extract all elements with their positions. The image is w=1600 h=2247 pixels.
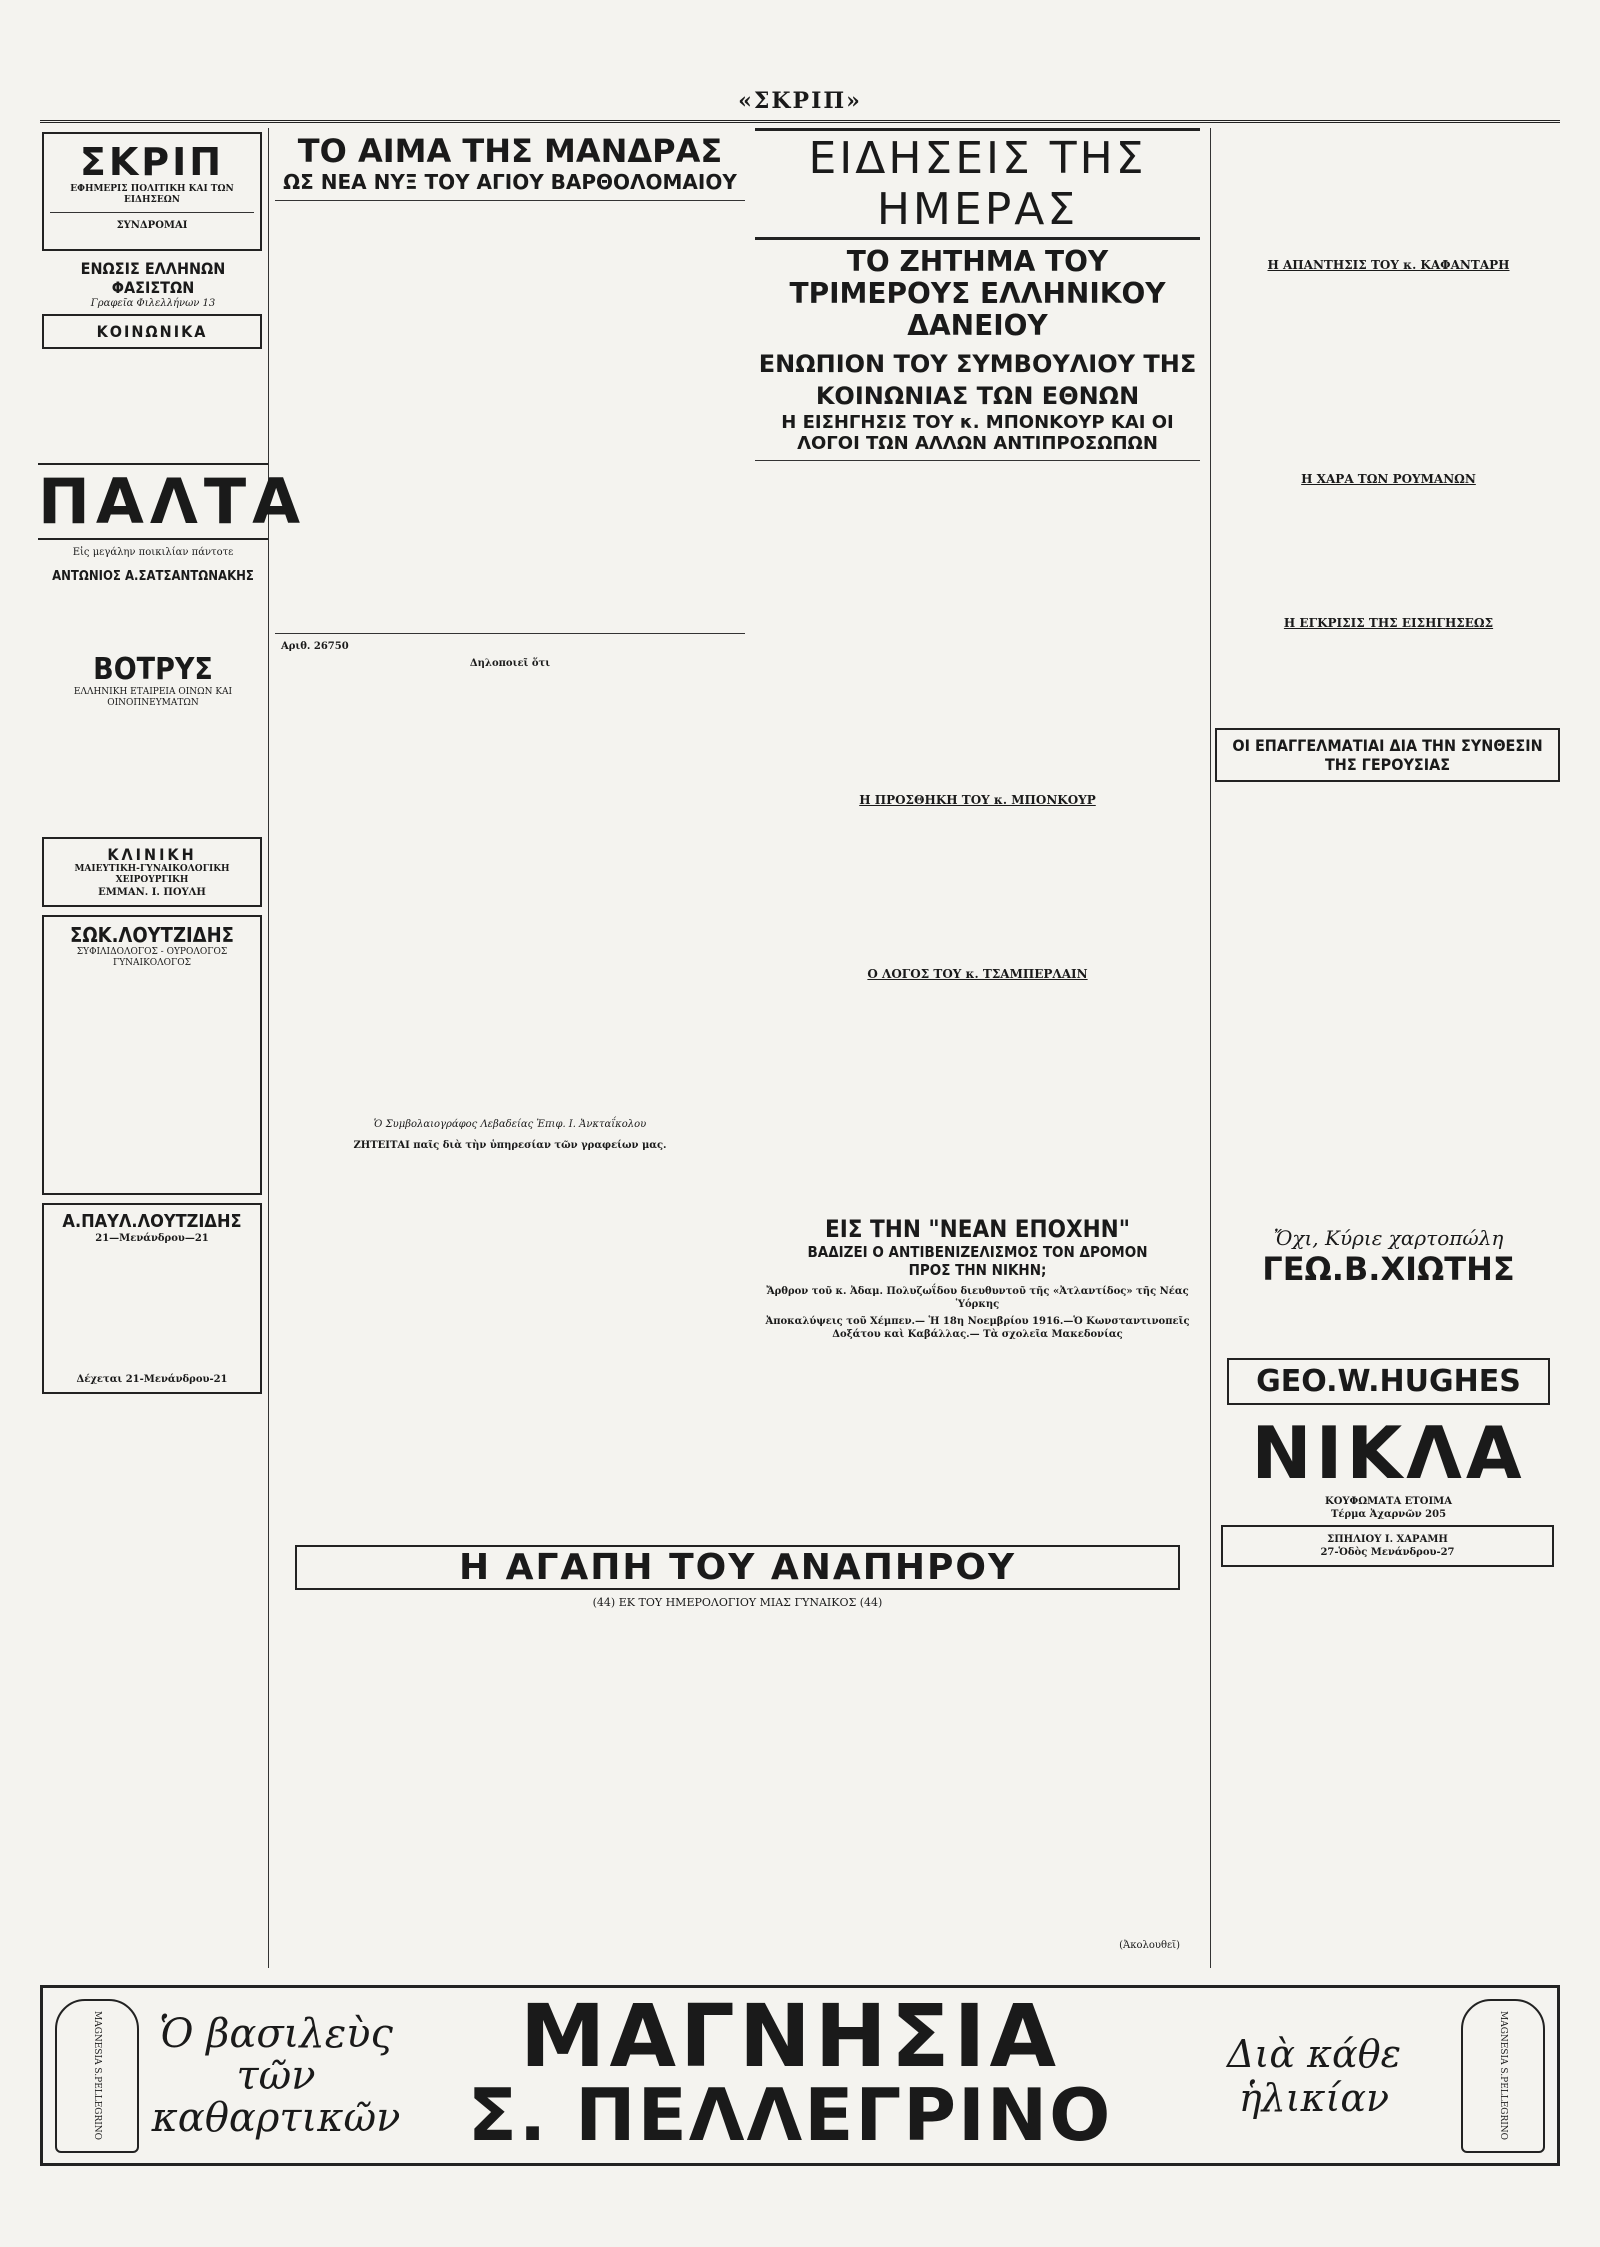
magnesia-word: ΜΑΓΝΗΣΙΑ	[519, 1986, 1061, 2087]
serial-text	[281, 1615, 1194, 1935]
professionals-headline: ΟΙ ΕΠΑΓΓΕΛΜΑΤΙΑΙ ΔΙΑ ΤΗΝ ΣΥΝΘΕΣΙΝ ΤΗΣ ΓΕΡΟΥΣΙΑΣ	[1215, 728, 1560, 782]
clinic-title: ΚΛΙΝΙΚΗ	[107, 845, 197, 864]
bottle-right-icon: MAGNESIA S.PELLEGRINO	[1461, 1999, 1545, 2153]
enosis-address: Γραφεῖα Φιλελλήνων 13	[90, 298, 216, 309]
subscriptions-heading: ΣΥΝΔΡΟΜΑΙ	[116, 220, 188, 231]
nikla-logo: ΝΙΚΛΑ	[1251, 1411, 1526, 1495]
news-column	[755, 128, 1200, 1208]
epochi-title: ΕΙΣ ΤΗΝ "ΝΕΑΝ ΕΠΟΧΗΝ"	[824, 1215, 1130, 1243]
news-banner: ΕΙΔΗΣΕΙΣ ΤΗΣ ΗΜΕΡΑΣ	[755, 128, 1200, 240]
harami-address: 27-Ὁδὸς Μενάνδρου-27	[1320, 1547, 1455, 1558]
mandra-subheadline: ΩΣ ΝΕΑ ΝΥΞ ΤΟΥ ΑΓΙΟΥ ΒΑΡΘΟΛΟΜΑΙΟΥ	[283, 170, 737, 194]
serial-title: Η ΑΓΑΠΗ ΤΟΥ ΑΝΑΠΗΡΟΥ	[295, 1545, 1180, 1590]
approval-subhead: Η ΕΓΚΡΙΣΙΣ ΤΗΣ ΕΙΣΗΓΗΣΕΩΣ	[1283, 616, 1494, 630]
palta-sub: Εἰς μεγάλην ποικιλίαν πάντοτε	[72, 547, 234, 558]
payla-time: Δέχεται 21-Μενάνδρου-21	[76, 1374, 228, 1385]
epochi-subtitle: ΒΑΔΙΖΕΙ Ο ΑΝΤΙΒΕΝΙΖΕΛΙΣΜΟΣ ΤΟΝ ΔΡΟΜΟΝ	[807, 1243, 1148, 1261]
sok-title: ΣΩΚ.ΛΟΥΤΖΙΔΗΣ	[70, 923, 234, 947]
magnesia-brand	[401, 1986, 1179, 2157]
payla-title: Α.ΠΑΥΛ.ΛΟΥΤΖΙΔΗΣ	[62, 1211, 242, 1232]
serial-subtitle: (44) ΕΚ ΤΟΥ ΗΜΕΡΟΛΟΓΙΟΥ ΜΙΑΣ ΓΥΝΑΙΚΟΣ (44)	[592, 1596, 883, 1609]
doctor-name: ΑΝΤΩΝΙΟΣ Α.ΣΑΤΣΑΝΤΩΝΑΚΗΣ	[52, 569, 254, 584]
kafantaris-subhead: Η ΑΠΑΝΤΗΣΙΣ ΤΟΥ κ. ΚΑΦΑΝΤΑΡΗ	[1267, 258, 1510, 272]
mandra-article	[281, 207, 739, 627]
page-header	[40, 88, 1560, 123]
nikla-sub: ΚΟΥΦΩΜΑΤΑ ΕΤΟΙΜΑ	[1325, 1496, 1452, 1507]
news-article	[761, 467, 1194, 787]
brand-title: ΣΚΡΙΠ	[79, 140, 225, 184]
speeches-headline: Η ΕΙΣΗΓΗΣΙΣ ΤΟΥ κ. ΜΠΟΝΚΟΥΡ ΚΑΙ ΟΙ ΛΟΓΟΙ ΤΩΝ ΑΛΛΩΝ ΑΝΤΙΠΡΟΣΩΠΩΝ	[781, 412, 1174, 454]
palta-ad: ΠΑΛΤΑ	[38, 465, 307, 538]
paper-ad	[1217, 1226, 1560, 1567]
enosis-title: ΕΝΩΣΙΣ ΕΛΛΗΝΩΝ ΦΑΣΙΣΤΩΝ	[80, 259, 226, 297]
masthead-title: «ΣΚΡΙΠ»	[738, 88, 862, 114]
harami-name: ΣΠΗΛΙΟΥ Ι. ΧΑΡΑΜΗ	[1327, 1534, 1448, 1545]
koinonika-text	[44, 357, 262, 457]
loan-headline: ΤΟ ΖΗΤΗΜΑ ΤΟΥ ΤΡΙΜΕΡΟΥΣ ΕΛΛΗΝΙΚΟΥ ΔΑΝΕΙΟΥ	[789, 245, 1166, 342]
magnesia-ad	[40, 1985, 1560, 2166]
brand-box	[42, 132, 262, 251]
sok-ad	[42, 915, 262, 1195]
xiotis-name: ΓΕΩ.Β.ΧΙΩΤΗΣ	[1262, 1250, 1515, 1288]
harami-ad	[1221, 1525, 1554, 1567]
notary-signature: Ὁ Συμβολαιογράφος Λεβαδείας Ἐπιφ. Ι. Ἀνκταΐκολου	[373, 1119, 647, 1130]
clinic-ad	[42, 837, 262, 907]
romanians-subhead: Η ΧΑΡΑ ΤΩΝ ΡΟΥΜΑΝΩΝ	[1301, 472, 1476, 486]
serial-continued: (Ἀκολουθεῖ)	[1119, 1940, 1180, 1951]
bottle-left-icon: MAGNESIA S.PELLEGRINO	[55, 1999, 139, 2153]
notary-heading: Δηλοποιεῖ ὅτι	[469, 658, 551, 669]
paper-ad-tagline: Ὄχι, Κύριε χαρτοπώλη	[1273, 1226, 1504, 1250]
notary-text	[281, 674, 739, 1114]
hughes-logo: GEO.W.HUGHES	[1227, 1358, 1550, 1405]
epochi-author: Ἄρθρον τοῦ κ. Ἀδαμ. Πολυζωΐδου διευθυντοῦ τῆς «Ἀτλαντίδος» τῆς Νέας Ὑόρκης	[766, 1286, 1189, 1310]
left-column	[38, 128, 307, 1968]
magnesia-right-slogan: Διὰ κάθε ἡλικίαν	[1227, 2031, 1401, 2120]
wanted-ad: ΖΗΤΕΙΤΑΙ παῖς διὰ τὴν ὑπηρεσίαν τῶν γραφείων μας.	[353, 1140, 667, 1151]
sok-sub: ΣΥΦΙΛΙΔΟΛΟΓΟΣ - ΟΥΡΟΛΟΓΟΣ ΓΥΝΑΙΚΟΛΟΓΟΣ	[76, 947, 228, 968]
payla-ad	[42, 1203, 262, 1394]
bonkour-subhead: Η ΠΡΟΣΘΗΚΗ ΤΟΥ κ. ΜΠΟΝΚΟΥΡ	[859, 793, 1096, 807]
botrys-title: ΒΟΤΡΥΣ	[93, 652, 213, 687]
nea-epochi-box	[755, 1215, 1200, 1341]
mandra-column	[275, 128, 745, 1208]
epochi-revelations: Ἀποκαλύψεις τοῦ Χέμπεν.— Ἡ 18η Νοεμβρίου 1916.—Ὁ Κωνσταντινοπεῖς Δοξάτου καὶ Καβάλλας.— Τὰ σχολεῖα Μακεδονίας	[765, 1316, 1190, 1340]
clinic-doctor: ΕΜΜΑΝ. Ι. ΠΟΥΛΗ	[98, 887, 206, 898]
clinic-sub: ΜΑΙΕΥΤΙΚΗ-ΓΥΝΑΙΚΟΛΟΓΙΚΗ ΧΕΙΡΟΥΡΓΙΚΗ	[74, 864, 230, 885]
enosis-ad	[38, 259, 268, 310]
nikla-address: Τέρμα Ἀχαρνῶν 205	[1330, 1509, 1447, 1520]
payla-address: 21—Μενάνδρου—21	[95, 1233, 209, 1244]
botrys-sub: ΕΛΛΗΝΙΚΗ ΕΤΑΙΡΕΙΑ ΟΙΝΩΝ ΚΑΙ ΟΙΝΟΠΝΕΥΜΑΤΩΝ	[73, 687, 233, 708]
koinonika-heading: ΚΟΙΝΩΝΙΚΑ	[42, 314, 262, 349]
league-headline: ΕΝΩΠΙΟΝ ΤΟΥ ΣΥΜΒΟΥΛΙΟΥ ΤΗΣ ΚΟΙΝΩΝΙΑΣ ΤΩΝ ΕΘΝΩΝ	[758, 350, 1197, 410]
mandra-headline: ΤΟ ΑΙΜΑ ΤΗΣ ΜΑΝΔΡΑΣ	[297, 132, 723, 170]
brand-subtitle: ΕΦΗΜΕΡΙΣ ΠΟΛΙΤΙΚΗ ΚΑΙ ΤΩΝ ΕΙΔΗΣΕΩΝ	[70, 184, 234, 205]
chamberlain-subhead: Ο ΛΟΓΟΣ ΤΟΥ κ. ΤΣΑΜΠΕΡΛΑΙΝ	[867, 967, 1088, 981]
serial-story	[275, 1545, 1200, 1970]
pellegrino-word: Σ. ΠΕΛΛΕΓΡΙΝΟ	[467, 2072, 1113, 2157]
epochi-subtitle2: ΠΡΟΣ ΤΗΝ ΝΙΚΗΝ;	[908, 1261, 1047, 1279]
notary-number: Αριθ. 26750	[281, 641, 349, 652]
magnesia-left-slogan: Ὁ βασιλεὺς τῶν καθαρτικῶν	[151, 2010, 401, 2141]
right-column	[1210, 128, 1566, 1968]
